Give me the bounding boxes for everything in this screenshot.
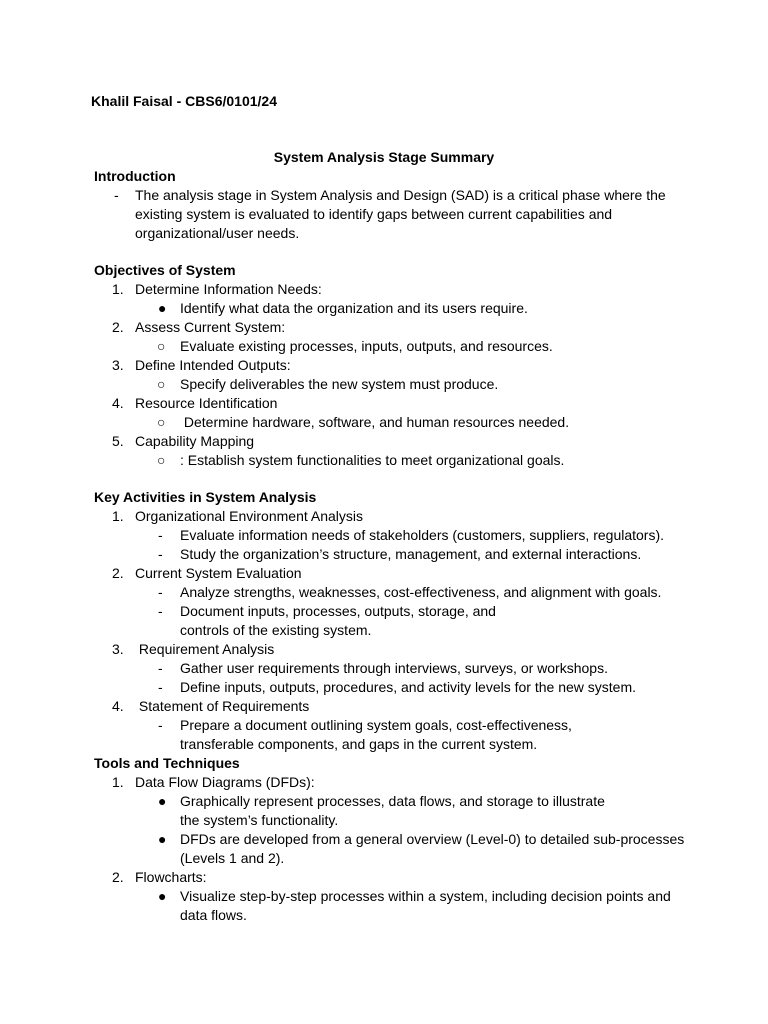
activity-detail: Analyze strengths, weaknesses, cost-effectiveness, and alignment with goals. — [180, 584, 662, 600]
tool-detail: DFDs are developed from a general overview (Level-0) to detailed sub-processes (Levels 1 and 2). — [180, 831, 685, 866]
dash-marker: - — [158, 679, 163, 695]
list-number: 1. — [112, 774, 124, 790]
objective-detail: : Establish system functionalities to meet organizational goals. — [180, 452, 565, 468]
list-number: 5. — [112, 433, 124, 449]
objective-item — [94, 356, 694, 375]
activity-item — [94, 507, 694, 526]
tool-label: Data Flow Diagrams (DFDs): — [135, 774, 315, 790]
list-number: 1. — [112, 281, 124, 297]
objective-item — [94, 394, 694, 413]
objectives-heading: Objectives of System — [94, 262, 236, 278]
objective-sub-item — [94, 299, 694, 318]
list-number: 2. — [112, 319, 124, 335]
activity-item — [94, 697, 694, 716]
objective-item — [94, 318, 694, 337]
tool-label: Flowcharts: — [135, 869, 207, 885]
tool-item — [94, 773, 694, 792]
dash-marker: - — [158, 584, 163, 600]
tool-sub-item — [94, 887, 694, 925]
list-number: 3. — [112, 641, 124, 657]
objective-item — [94, 280, 694, 299]
activity-sub-item — [94, 659, 694, 678]
objective-detail: Specify deliverables the new system must produce. — [180, 376, 499, 392]
bullet-icon: ● — [158, 831, 167, 847]
objective-sub-item — [94, 413, 694, 432]
list-number: 1. — [112, 508, 124, 524]
list-number: 4. — [112, 395, 124, 411]
introduction-heading: Introduction — [94, 168, 176, 184]
tools-heading: Tools and Techniques — [94, 755, 240, 771]
dash-marker: - — [158, 603, 163, 619]
objective-sub-item — [94, 451, 694, 470]
activity-sub-item — [94, 716, 694, 754]
tool-sub-item — [94, 792, 694, 830]
activity-sub-item — [94, 526, 694, 545]
introduction-item — [94, 186, 694, 243]
list-number: 2. — [112, 869, 124, 885]
circle-bullet-icon: ○ — [157, 452, 166, 468]
activity-item — [94, 640, 694, 659]
activity-sub-item — [94, 678, 694, 697]
dash-marker: - — [114, 187, 119, 203]
tool-detail: Visualize step-by-step processes within a system, including decision points and data flows. — [180, 888, 671, 923]
circle-bullet-icon: ○ — [157, 414, 166, 430]
objective-sub-item — [94, 337, 694, 356]
document-title: System Analysis Stage Summary — [273, 149, 495, 165]
list-number: 4. — [112, 698, 124, 714]
objective-detail: Identify what data the organization and its users require. — [180, 300, 528, 316]
objective-sub-item — [94, 375, 694, 394]
tool-detail: Graphically represent processes, data flows, and storage to illustrate the system’s functionality. — [180, 793, 605, 828]
objective-label: Resource Identification — [135, 395, 278, 411]
dash-marker: - — [158, 717, 163, 733]
activity-sub-item — [94, 545, 694, 564]
dash-marker: - — [158, 527, 163, 543]
objective-detail: Determine hardware, software, and human resources needed. — [180, 414, 570, 430]
list-number: 3. — [112, 357, 124, 373]
objective-label: Assess Current System: — [135, 319, 286, 335]
circle-bullet-icon: ○ — [157, 338, 166, 354]
author-line: Khalil Faisal - CBS6/0101/24 — [91, 93, 277, 109]
dash-marker: - — [158, 546, 163, 562]
tool-item — [94, 868, 694, 887]
dash-marker: - — [158, 660, 163, 676]
introduction-text: The analysis stage in System Analysis and Design (SAD) is a critical phase where the existing system is evaluated to identify gaps between current capabilities and organizational/user needs. — [135, 187, 666, 241]
activity-detail: Define inputs, outputs, procedures, and activity levels for the new system. — [180, 679, 637, 695]
activity-detail: Evaluate information needs of stakeholders (customers, suppliers, regulators). — [180, 527, 665, 543]
objective-label: Determine Information Needs: — [135, 281, 322, 297]
tool-sub-item — [94, 830, 694, 868]
bullet-icon: ● — [158, 300, 167, 316]
activity-detail: Gather user requirements through interviews, surveys, or workshops. — [180, 660, 608, 676]
activity-detail: Document inputs, processes, outputs, storage, and controls of the existing system. — [180, 603, 496, 638]
activity-item — [94, 564, 694, 583]
activity-sub-item — [94, 583, 694, 602]
bullet-icon: ● — [158, 793, 167, 809]
objective-item — [94, 432, 694, 451]
bullet-icon: ● — [158, 888, 167, 904]
objective-label: Define Intended Outputs: — [135, 357, 291, 373]
document-body — [94, 167, 694, 925]
activity-label: Requirement Analysis — [135, 641, 275, 657]
activity-label: Current System Evaluation — [135, 565, 302, 581]
list-number: 2. — [112, 565, 124, 581]
activity-label: Organizational Environment Analysis — [135, 508, 364, 524]
activities-heading: Key Activities in System Analysis — [94, 489, 317, 505]
circle-bullet-icon: ○ — [157, 376, 166, 392]
activity-sub-item — [94, 602, 694, 640]
objective-detail: Evaluate existing processes, inputs, outputs, and resources. — [180, 338, 553, 354]
activity-detail: Study the organization’s structure, management, and external interactions. — [180, 546, 642, 562]
activity-label: Statement of Requirements — [135, 698, 310, 714]
objective-label: Capability Mapping — [135, 433, 255, 449]
activity-detail: Prepare a document outlining system goals, cost-effectiveness, transferable components, and gaps in the current system. — [180, 717, 572, 752]
